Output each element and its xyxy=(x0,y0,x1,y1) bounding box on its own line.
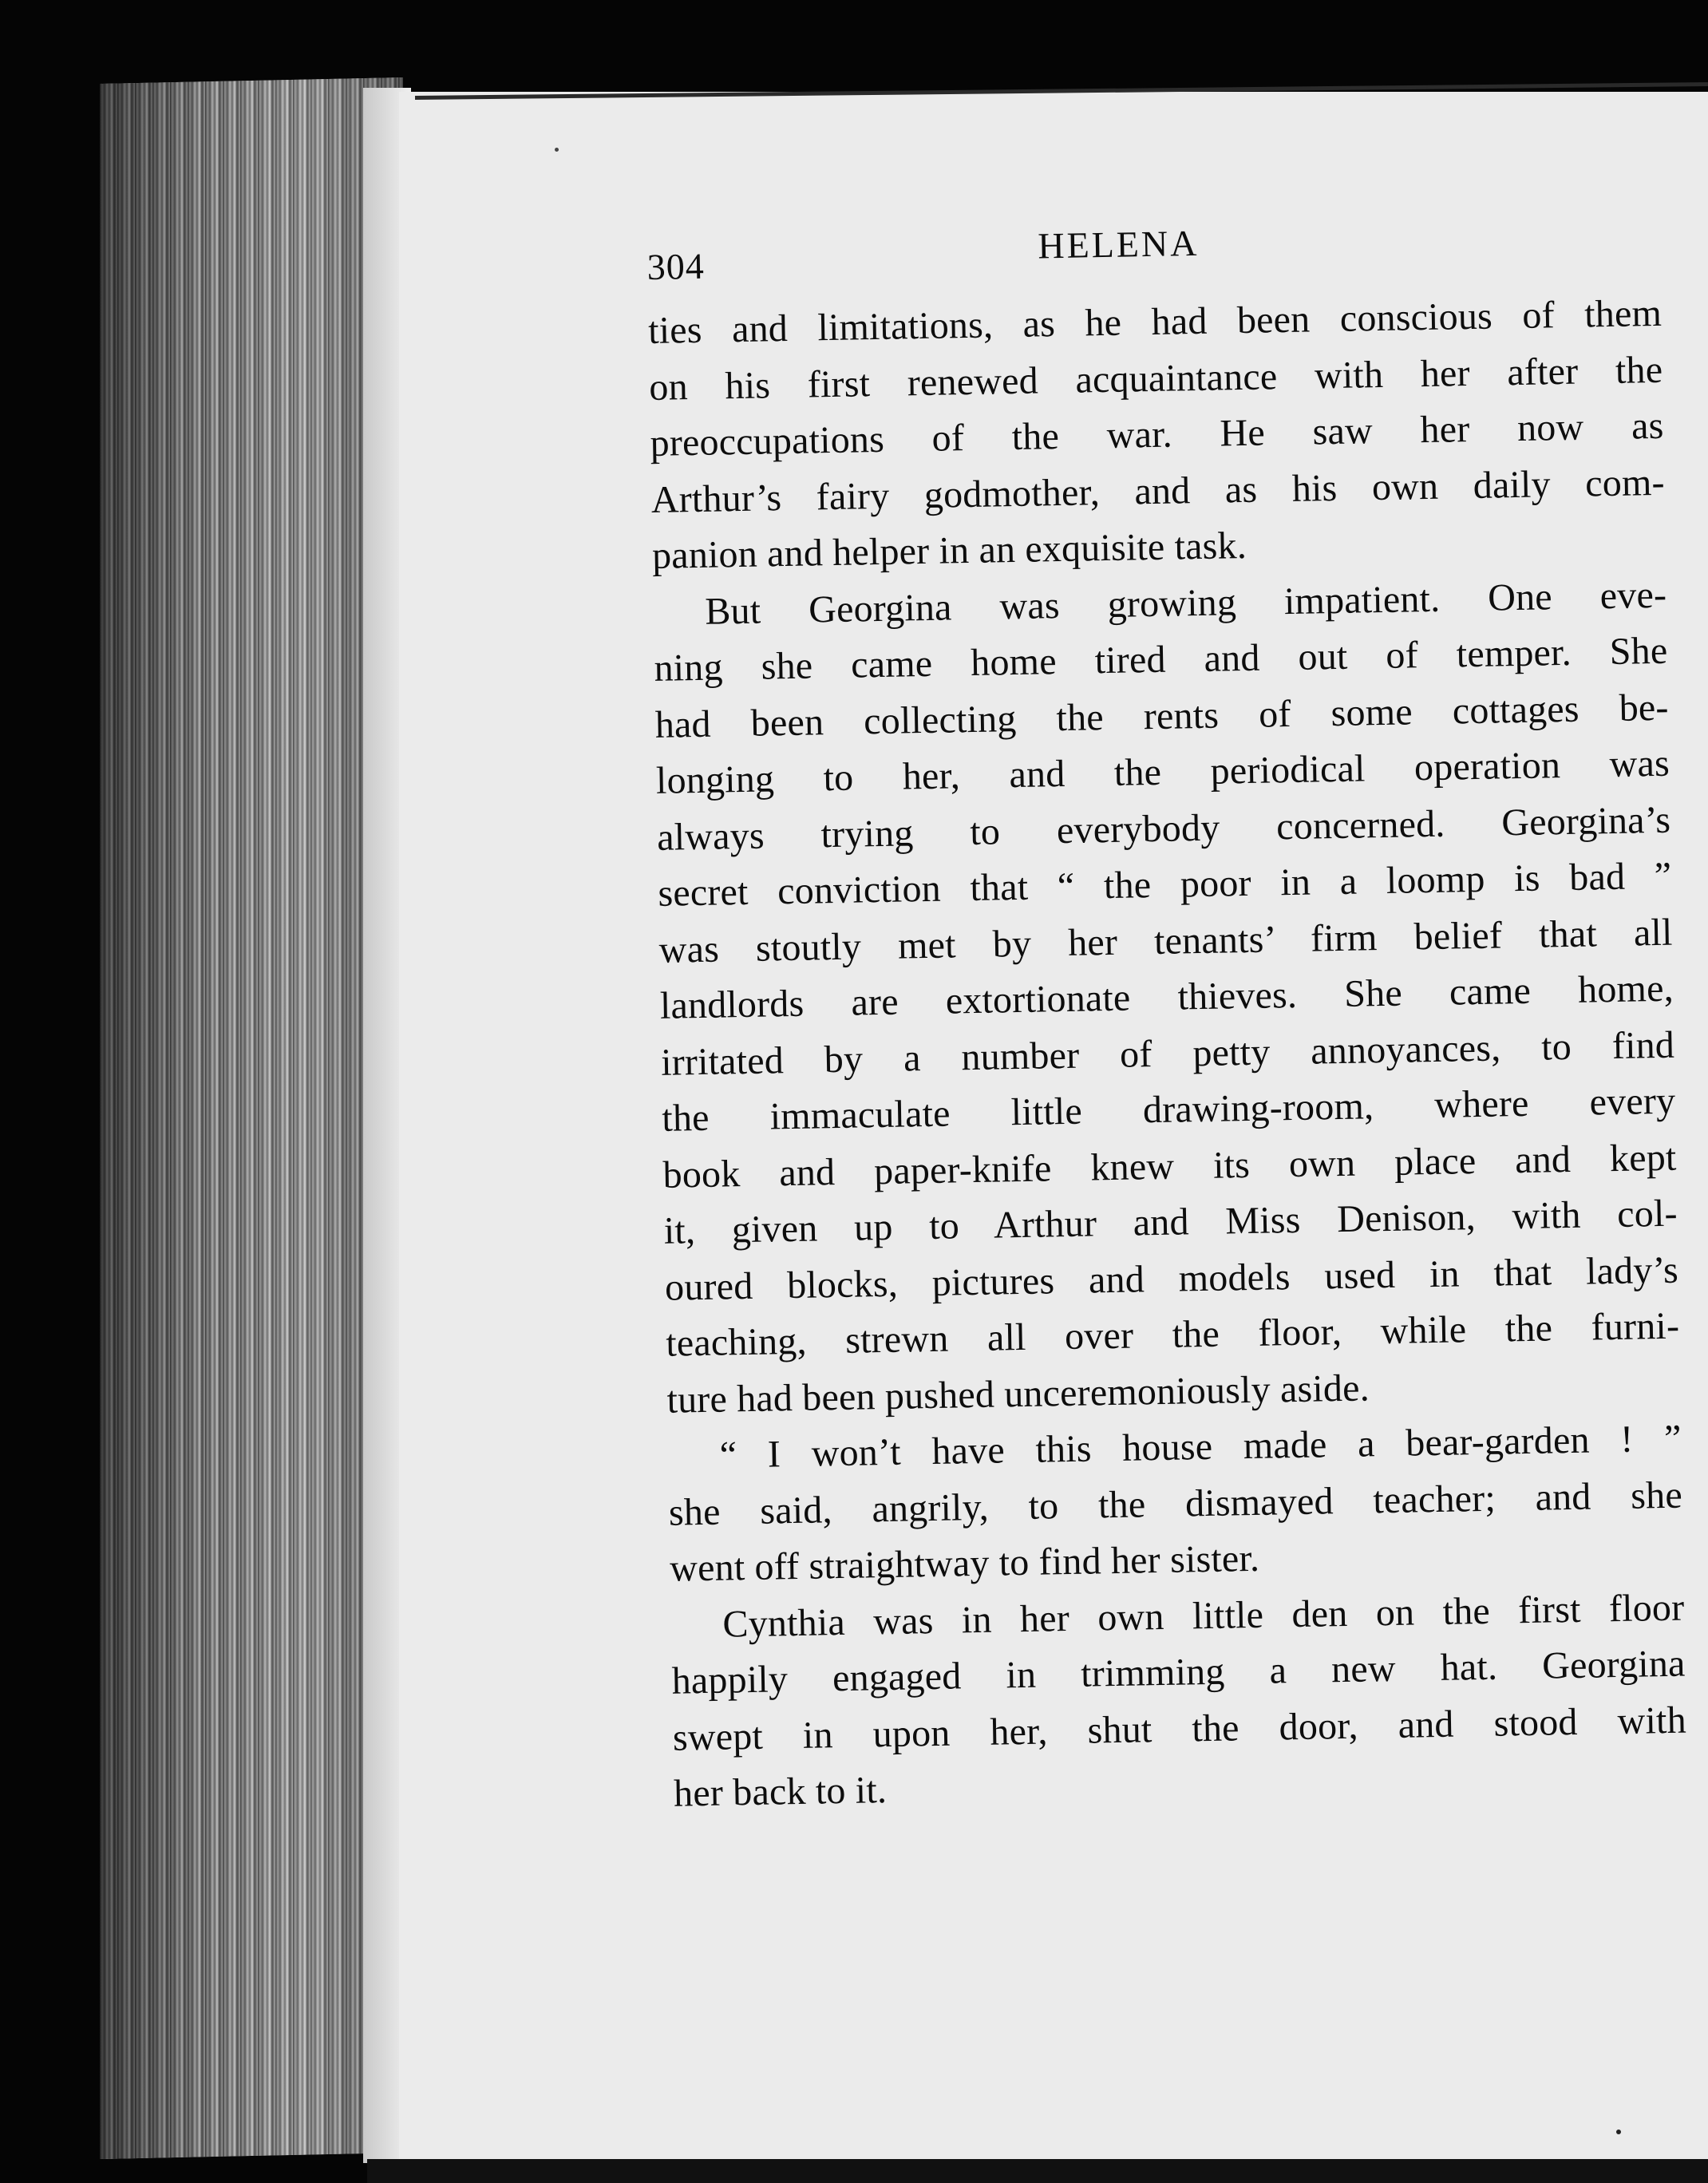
text-line: it, given up to Arthur and Miss Denison, with col- xyxy=(663,1192,1678,1252)
page-number: 304 xyxy=(646,245,706,287)
text-line: went off straightway to find her sister. xyxy=(669,1536,1260,1590)
text-line: irritated by a number of petty annoyances, to find xyxy=(660,1023,1675,1084)
paragraph-4 xyxy=(670,1580,1688,1822)
running-title: HELENA xyxy=(1037,222,1200,267)
text-line: “ I won’t have this house made a bear-garden ! ” xyxy=(719,1417,1682,1477)
text-line: oured blocks, pictures and models used in that lady’s xyxy=(664,1248,1679,1309)
text-line: her back to it. xyxy=(673,1769,888,1815)
page-text-block xyxy=(646,214,1688,1822)
paragraph-1 xyxy=(648,286,1666,585)
text-line: Arthur’s fairy godmother, and as his own daily com- xyxy=(650,461,1666,521)
text-line: panion and helper in an exquisite task. xyxy=(651,524,1247,577)
text-line: ture had been pushed unceremoniously aside. xyxy=(666,1366,1370,1422)
text-line: longing to her, and the periodical operation was xyxy=(655,742,1670,802)
text-line: had been collecting the rents of some cottages be- xyxy=(654,686,1670,746)
page-bottom-edge xyxy=(367,2159,1708,2183)
paragraph-3 xyxy=(667,1411,1683,1598)
text-line: Cynthia was in her own little den on the first floor xyxy=(722,1586,1685,1646)
text-line: secret conviction that “ the poor in a loomp is bad ” xyxy=(658,854,1672,915)
text-line: ties and limitations, as he had been conscious of them xyxy=(647,291,1663,352)
text-line: But Georgina was growing impatient. One eve- xyxy=(704,573,1667,633)
ink-speck xyxy=(1616,2130,1621,2134)
text-line: on his first renewed acquaintance with her after the xyxy=(648,348,1663,409)
text-line: was stoutly met by her tenants’ firm belief that all xyxy=(658,911,1673,971)
text-line: preoccupations of the war. He saw her now as xyxy=(650,404,1664,465)
text-line: swept in upon her, shut the door, and stood with xyxy=(672,1699,1687,1759)
book-page-edges xyxy=(100,77,403,2159)
text-line: landlords are extortionate thieves. She came home, xyxy=(659,967,1674,1027)
text-line: she said, angrily, to the dismayed teacher; and she xyxy=(668,1473,1683,1534)
text-line: always trying to everybody concerned. Georgina’s xyxy=(656,798,1671,859)
text-line: the immaculate little drawing-room, where every xyxy=(661,1079,1676,1140)
text-line: teaching, strewn all over the floor, while the furni- xyxy=(665,1304,1680,1365)
ink-speck xyxy=(555,148,559,152)
paragraph-2 xyxy=(653,567,1681,1429)
text-line: ning she came home tired and out of temper. She xyxy=(654,629,1668,690)
text-line: happily engaged in trimming a new hat. Georgina xyxy=(671,1642,1686,1703)
text-line: book and paper-knife knew its own place and kept xyxy=(662,1136,1677,1196)
